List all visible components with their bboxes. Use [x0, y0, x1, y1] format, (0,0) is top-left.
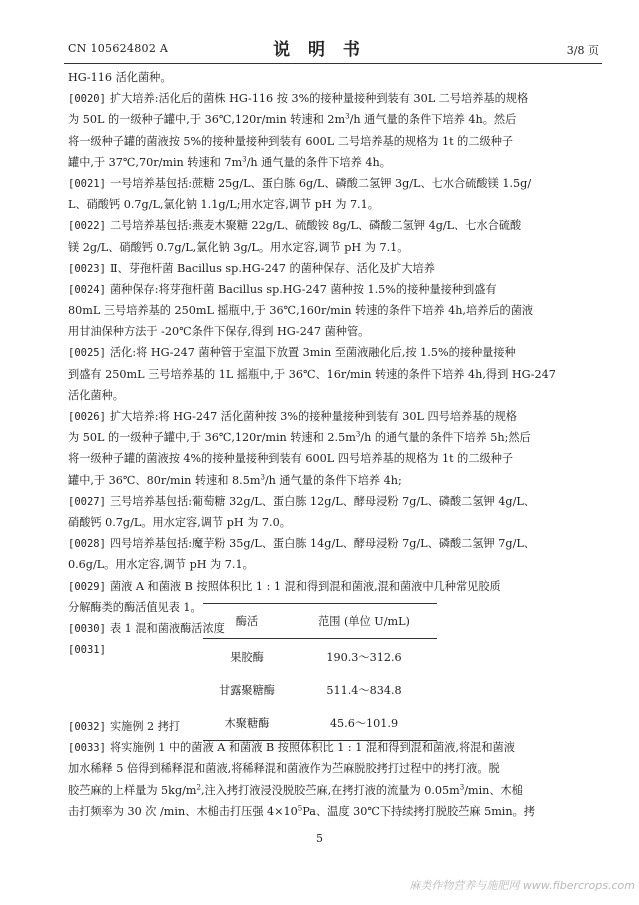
superscript: 3 [345, 112, 350, 121]
line-text: 0.6g/L。用水定容,调节 pH 为 7.1。 [68, 558, 254, 572]
body-text-after [68, 716, 600, 822]
text-line [68, 67, 600, 88]
paragraph-number: [0027] [68, 495, 106, 508]
table-cell-enzyme: 木聚糖酶 [224, 716, 270, 730]
page-number: 5 [316, 832, 323, 845]
paragraph-number: [0020] [68, 93, 106, 106]
text-line [68, 321, 600, 342]
line-text: 实施例 2 拷打 [109, 720, 181, 733]
text-line [68, 554, 600, 575]
watermark: 麻类作物营养与施肥网 www.fibercrops.com [409, 879, 635, 892]
paragraphs-after-table [68, 716, 600, 822]
line-text: 罐中,于 36℃、80r/min 转速和 8.5m [68, 473, 261, 487]
table-header-enzyme: 酶活 [235, 615, 259, 628]
page-title: 说 明 书 [273, 40, 366, 60]
superscript: 5 [297, 804, 303, 813]
paragraph-number: [0029] [68, 580, 106, 593]
paragraph-number: [0033] [68, 742, 106, 755]
line-text: L、硝酸钙 0.7g/L,氯化钠 1.1g/L;用水定容,调节 pH 为 7.1。 [68, 198, 379, 212]
superscript: 2 [196, 782, 201, 791]
superscript: 3 [355, 430, 361, 439]
table-cell-range: 190.3～312.6 [326, 650, 402, 664]
paragraph-number: [0028] [68, 538, 106, 551]
line-text: 表 1 混和菌液酶活浓度 [109, 621, 225, 635]
text-line [68, 131, 600, 152]
text-line [68, 109, 600, 130]
line-text: 硝酸钙 0.7g/L。用水定容,调节 pH 为 7.0。 [68, 515, 291, 529]
paragraph-number: [0026] [68, 411, 106, 423]
line-text: Ⅱ、芽孢杆菌 Bacillus sp.HG-247 的菌种保存、活化及扩大培养 [109, 261, 435, 275]
text-line [68, 406, 600, 427]
text-line [68, 258, 600, 279]
line-text: 镁 2g/L、硝酸钙 0.7g/L,氯化钠 3g/L。用水定容,调节 pH 为 7.1。 [68, 240, 409, 254]
line-text: 活化:将 HG-247 菌种管于室温下放置 3min 至菌液融化后,按 1.5%的接种量接种 [109, 346, 516, 360]
superscript: 3 [459, 782, 465, 791]
paragraph-number: [0023] [68, 262, 106, 275]
line-text-tail: /h 通气量的条件下培养 4h。 [246, 155, 391, 169]
page-indicator: 3/8 页 [566, 44, 599, 57]
table-header-range: 范围 (单位 U/mL) [318, 615, 410, 628]
text-line [68, 716, 600, 737]
paragraph-number: [0025] [68, 347, 106, 360]
text-line [68, 801, 600, 822]
table-cell-enzyme: 甘露聚糖酶 [219, 683, 275, 697]
header-rule [64, 63, 602, 64]
line-text: 四号培养基包括:魔芋粉 35g/L、蛋白胨 14g/L、酵母浸粉 7g/L、磷酸二氢钾 7g/L、 [109, 537, 535, 551]
text-line [68, 737, 600, 758]
line-text: 扩大培养:活化后的菌株 HG-116 按 3%的接种量接种到装有 30L 二号培养基的规格 [109, 92, 529, 106]
table-header-row [203, 604, 437, 638]
text-line [68, 300, 600, 321]
table-cell-enzyme: 果胶酶 [230, 650, 264, 664]
text-line [68, 758, 600, 779]
text-line [68, 215, 600, 236]
text-line [68, 88, 600, 109]
text-line [68, 512, 600, 533]
line-text: 分解酶类的酶活值见表 1。 [68, 600, 202, 614]
paragraph-number: [0032] [68, 721, 106, 733]
line-text: 80mL 三号培养基的 250mL 摇瓶中,于 36℃,160r/min 转速的条件下培养 4h,培养后的菌液 [68, 304, 534, 318]
text-line [68, 279, 600, 300]
text-line [68, 448, 600, 469]
line-text: 胶苎麻的上样量为 5kg/m [68, 783, 197, 797]
table-row [203, 678, 437, 701]
paragraph-number: [0031] [68, 644, 106, 657]
line-text: 将一级种子罐的菌液按 5%的接种量接种到装有 600L 二号培养基的规格为 1t 的二级种子 [68, 134, 514, 148]
text-line [68, 173, 600, 194]
line-text: 击打频率为 30 次 /min、木槌击打压强 4×10 [68, 804, 298, 818]
line-text: 加水稀释 5 倍得到稀释混和菌液,将稀释混和菌液作为苎麻脱胶拷打过程中的拷打液。脱 [68, 762, 500, 776]
line-text: 罐中,于 37℃,70r/min 转速和 7m [68, 155, 243, 169]
table-cell-range: 45.6～101.9 [329, 716, 399, 730]
line-text: 三号培养基包括:葡萄糖 32g/L、蛋白胨 12g/L、酵母浸粉 7g/L、磷酸二氢钾 4g/L、 [109, 494, 535, 508]
paragraph-number: [0022] [68, 220, 106, 233]
paragraph-number: [0030] [68, 622, 106, 635]
table-row [203, 645, 437, 668]
text-line [68, 491, 600, 512]
line-text: 到盛有 250mL 三号培养基的 1L 摇瓶中,于 36℃、16r/min 转速的条件下培养 4h,得到 HG-247 [68, 367, 556, 381]
paragraph-number: [0024] [68, 283, 106, 296]
line-text: 将一级种子罐的菌液按 4%的接种量接种到装有 600L 四号培养基的规格为 1t 的二级种子 [68, 452, 514, 466]
line-text: 为 50L 的一级种子罐中,于 36℃,120r/min 转速和 2m [68, 113, 346, 127]
text-line [68, 427, 600, 448]
text-line [68, 780, 600, 801]
text-line [68, 533, 600, 554]
line-text: 一号培养基包括:蔗糖 25g/L、蛋白胨 6g/L、磷酸二氢钾 3g/L、七水合硫酸镁 1.5g/ [109, 176, 532, 190]
table-cell-range: 511.4～834.8 [326, 683, 402, 697]
line-text-tail: /h 的通气量的条件下培养 5h;然后 [360, 431, 531, 445]
text-line [68, 385, 600, 406]
text-line [68, 364, 600, 385]
line-text: 菌液 A 和菌液 B 按照体积比 1 : 1 混和得到混和菌液,混和菌液中几种常见胶质 [109, 579, 501, 593]
line-text-tail: Pa、温度 30℃下持续拷打脱胶苎麻 5min。拷 [302, 804, 535, 818]
line-text: 菌种保存:将芽孢杆菌 Bacillus sp.HG-247 菌种按 1.5%的接种量接种到盛有 [109, 282, 497, 296]
text-line [68, 470, 600, 491]
line-text: 二号培养基包括:燕麦木聚糖 22g/L、硫酸铵 8g/L、磷酸二氢钾 4g/L、七水合硫酸 [109, 219, 522, 233]
line-text-tail: /h 通气量的条件下培养 4h。然后 [349, 113, 517, 127]
line-text-tail: /min、木槌 [464, 783, 523, 797]
line-text-tail: ,注入拷打液浸没脱胶苎麻,在拷打液的流量为 0.05m [200, 783, 460, 797]
superscript: 3 [260, 472, 265, 481]
text-line [68, 237, 600, 258]
text-line [68, 152, 600, 173]
line-text: 用甘油保种方法于 -20℃条件下保存,得到 HG-247 菌种管。 [68, 325, 370, 339]
text-line [68, 576, 600, 597]
line-text: 将实施例 1 中的菌液 A 和菌液 B 按照体积比 1 : 1 混和得到混和菌液,将混和菌液 [109, 741, 515, 755]
line-text: 为 50L 的一级种子罐中,于 36℃,120r/min 转速和 2.5m [68, 431, 356, 445]
line-text: HG-116 活化菌种。 [68, 71, 172, 84]
text-line [68, 194, 600, 215]
patent-number: CN 105624802 A [68, 42, 169, 55]
paragraph-number: [0021] [68, 177, 106, 190]
text-line [68, 342, 600, 363]
line-text: 活化菌种。 [68, 388, 124, 402]
paragraphs-before-table [68, 67, 600, 660]
body-text [68, 67, 600, 660]
line-text: 扩大培养:将 HG-247 活化菌种按 3%的接种量接种到装有 30L 四号培养基的规格 [109, 410, 517, 423]
line-text-tail: /h 通气量的条件下培养 4h; [264, 473, 402, 487]
superscript: 3 [242, 155, 247, 164]
